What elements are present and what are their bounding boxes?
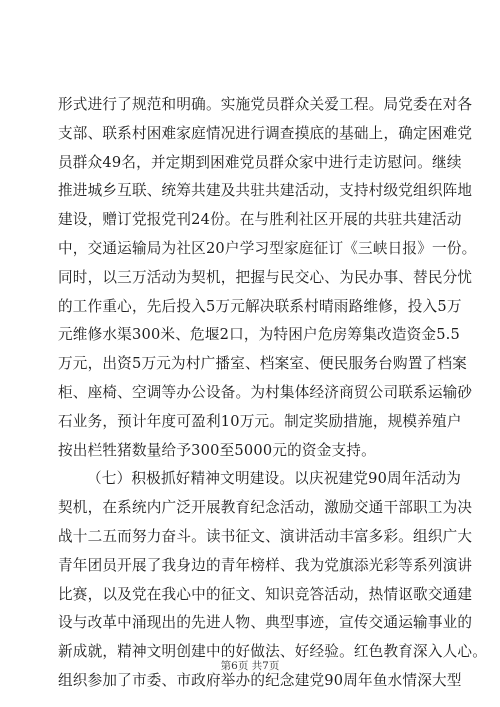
text-line: 支部、联系村困难家庭情况进行调查摸底的基础上，确定困难党 — [58, 124, 473, 142]
text-line: 员群众49名，并定期到困难党员群众家中进行走访慰问。继续 — [58, 153, 462, 171]
page-number: 第6页 共7页 — [220, 660, 280, 672]
page-footer — [0, 658, 500, 673]
text-line: 青年团员开展了我身边的青年榜样、我为党旗添光彩等系列演讲 — [58, 556, 473, 574]
text-line: 元维修水渠300米、危堰2口，为特困户危房筹集改造资金5.5 — [58, 326, 461, 344]
text-line: （七）积极抓好精神文明建设。以庆祝建党90周年活动为 — [87, 470, 462, 488]
text-line: 推进城乡互联、统筹共建及共驻共建活动，支持村级党组织阵地 — [58, 182, 473, 200]
text-line: 石业务，预计年度可盈利10万元。制定奖励措施，规模养殖户 — [58, 412, 462, 430]
body-text — [58, 91, 488, 696]
text-line: 新成就，精神文明创建中的好做法、好经验。红色教育深入人心。 — [58, 643, 488, 661]
text-line: 契机，在系统内广泛开展教育纪念活动，激励交通干部职工为决 — [58, 499, 473, 517]
text-line: 按出栏牲猪数量给予300至5000元的资金支持。 — [58, 441, 376, 459]
text-line: 建设，赠订党报党刊24份。在与胜利社区开展的共驻共建活动 — [58, 211, 462, 229]
text-line: 的工作重心，先后投入5万元解决联系村晴雨路维修，投入5万 — [58, 297, 462, 315]
text-line: 形式进行了规范和明确。实施党员群众关爱工程。局党委在对各 — [58, 96, 473, 113]
text-line: 设与改革中涌现出的先进人物、典型事迹，宣传交通运输事业的 — [58, 614, 473, 632]
text-line: 组织参加了市委、市政府举办的纪念建党90周年鱼水情深大型 — [58, 671, 462, 689]
text-line: 同时，以三万活动为契机，把握与民交心、为民办事、替民分忧 — [58, 268, 473, 286]
text-line: 柜、座椅、空调等办公设备。为村集体经济商贸公司联系运输砂 — [58, 383, 473, 401]
text-line: 战十二五而努力奋斗。读书征文、演讲活动丰富多彩。组织广大 — [58, 527, 473, 545]
text-line: 中，交通运输局为社区20户学习型家庭征订《三峡日报》一份。 — [58, 239, 477, 257]
text-line: 万元，出资5万元为村广播室、档案室、便民服务台购置了档案 — [58, 355, 467, 373]
text-line: 比赛，以及党在我心中的征文、知识竞答活动，热情讴歌交通建 — [58, 585, 473, 603]
